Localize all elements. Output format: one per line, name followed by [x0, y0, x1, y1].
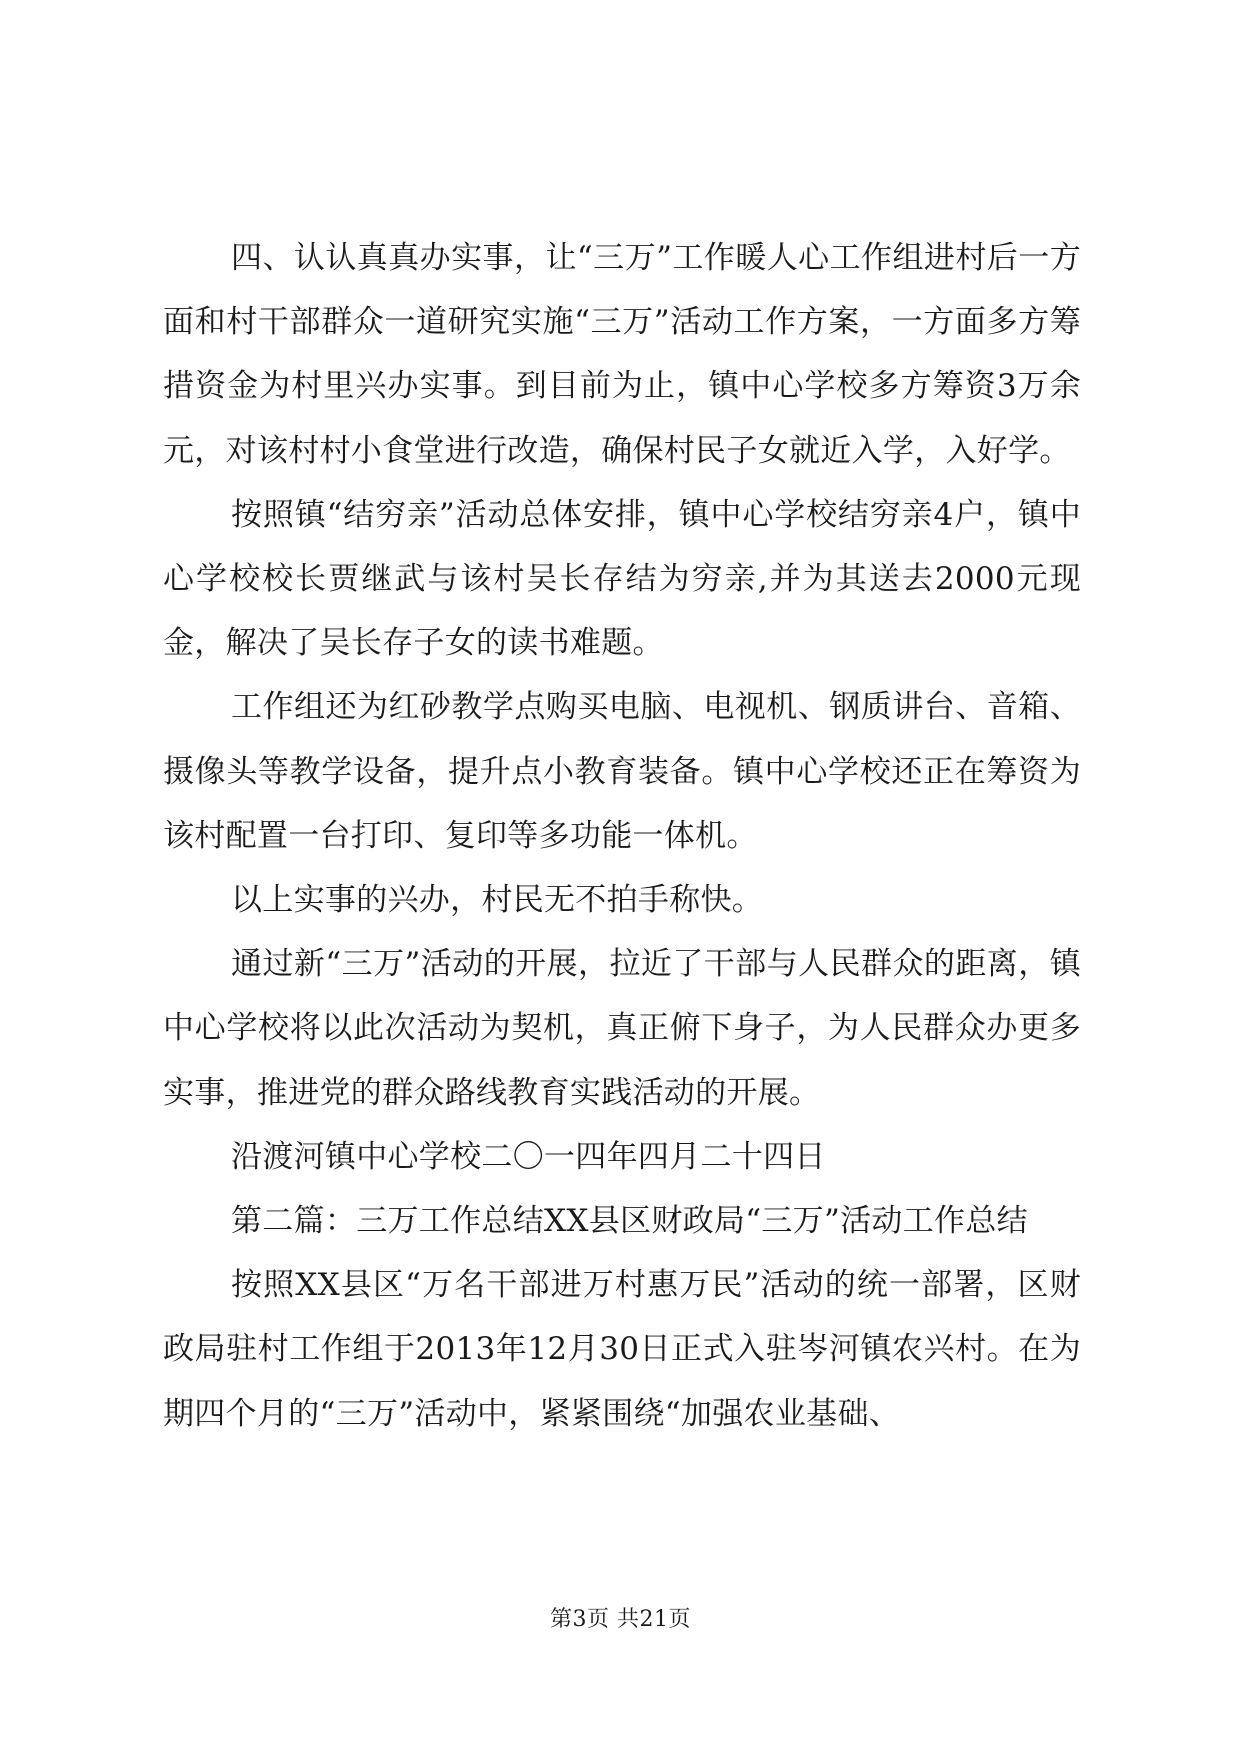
section-heading-second-article: 第二篇：三万工作总结XX县区财政局“三万”活动工作总结 [231, 1203, 1028, 1240]
paragraph-teaching-equipment: 工作组还为红砂教学点购买电脑、电视机、钢质讲台、音箱、摄像头等教学设备，提升点小教育装备。镇中心学校还正在筹资为该村配置一台打印、复印等多功能一体机。 [163, 689, 1081, 854]
paragraph-activity-outcome: 通过新“三万”活动的开展，拉近了干部与人民群众的距离，镇中心学校将以此次活动为契机，真正俯下身子，为人民群众办更多实事，推进党的群众路线教育实践活动的开展。 [163, 946, 1081, 1111]
paragraph-work-team-practical-affairs: 四、认认真真办实事，让“三万”工作暖人心工作组进村后一方面和村干部群众一道研究实施“三万”活动工作方案，一方面多方筹措资金为村里兴办实事。到目前为止，镇中心学校多方筹资3万余元，对该村村小食堂进行改造，确保村民子女就近入学，入好学。 [163, 240, 1081, 469]
page-number-footer: 第3页 共21页 [550, 1607, 691, 1632]
paragraph-poor-relatives-pairing: 按照镇“结穷亲”活动总体安排，镇中心学校结穷亲4户，镇中心学校校长贾继武与该村吴长存结为穷亲,并为其送去2000元现金，解决了吴长存子女的读书难题。 [163, 496, 1081, 662]
paragraph-finance-bureau-intro: 按照XX县区“万名干部进万村惠万民”活动的统一部署，区财政局驻村工作组于2013年12月30日正式入驻岑河镇农兴村。在为期四个月的“三万”活动中，紧紧围绕“加强农业基础、 [163, 1267, 1081, 1432]
paragraph-signature-date: 沿渡河镇中心学校二〇一四年四月二十四日 [231, 1138, 826, 1175]
document-body [163, 226, 1081, 1446]
paragraph-villagers-applause: 以上实事的兴办，村民无不拍手称快。 [231, 882, 764, 919]
